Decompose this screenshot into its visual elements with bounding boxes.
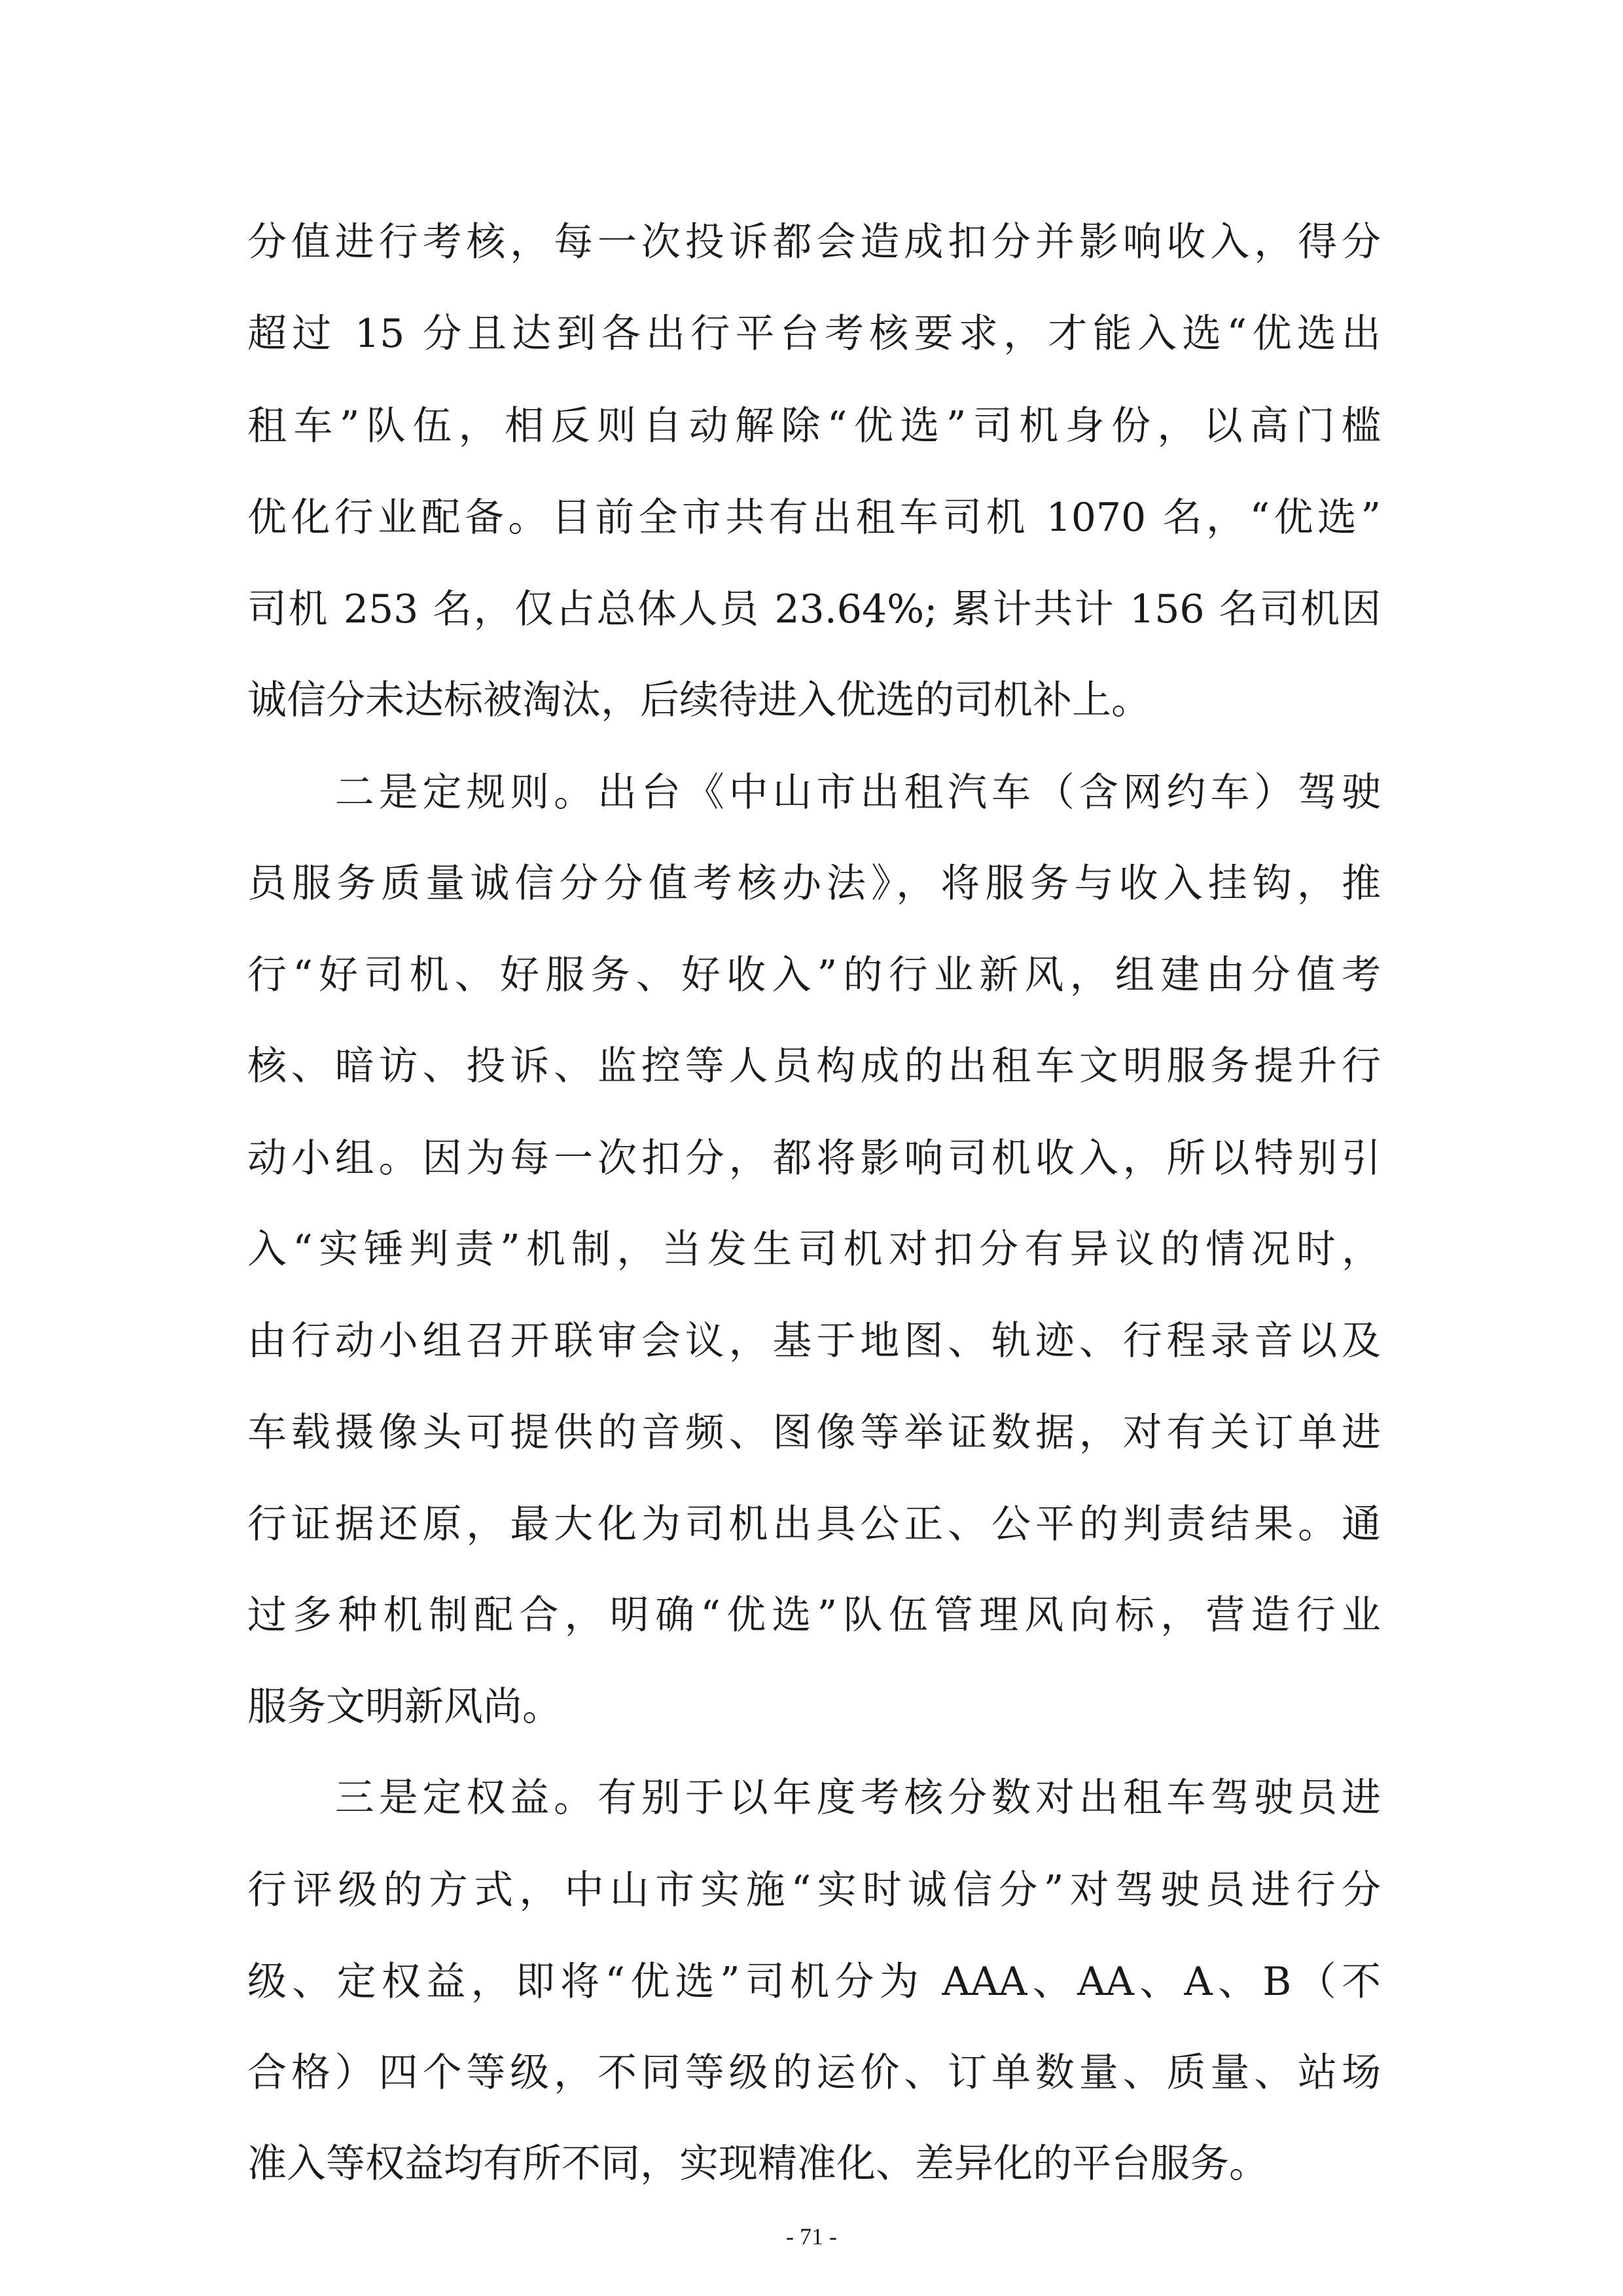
text-line: 服务文明新风尚。 (247, 1684, 562, 1730)
text-line: 动小组。因为每一次扣分，都将影响司机收入，所以特别引 (247, 1136, 1381, 1181)
text-line: 准入等权益均有所不同，实现精准化、差异化的平台服务。 (247, 2141, 1268, 2187)
text-line: 车载摄像头可提供的音频、图像等举证数据，对有关订单进 (247, 1410, 1381, 1456)
text-line: 三是定权益。有别于以年度考核分数对出租车驾驶员进 (247, 1775, 1381, 1821)
text-line: 核、暗访、投诉、监控等人员构成的出租车文明服务提升行 (247, 1043, 1381, 1089)
text-line: 过多种机制配合，明确“优选”队伍管理风向标，营造行业 (247, 1592, 1381, 1638)
text-line: 员服务质量诚信分分值考核办法》，将服务与收入挂钩，推 (247, 861, 1381, 906)
text-line: 级、定权益，即将“优选”司机分为 AAA、AA、A、B（不 (247, 1959, 1381, 2005)
text-line: 司机 253 名，仅占总体人员 23.64%; 累计共计 156 名司机因 (247, 586, 1381, 632)
text-line: 超过 15 分且达到各出行平台考核要求，才能入选“优选出 (247, 311, 1381, 357)
text-line: 诚信分未达标被淘汰，后续待进入优选的司机补上。 (247, 677, 1150, 723)
text-line: 二是定规则。出台《中山市出租汽车（含网约车）驾驶 (247, 770, 1381, 816)
page-number: - 71 - (786, 2223, 837, 2250)
text-line: 优化行业配备。目前全市共有出租车司机 1070 名，“优选” (247, 495, 1381, 541)
text-line: 行评级的方式，中山市实施“实时诚信分”对驾驶员进行分 (247, 1867, 1381, 1913)
text-line: 行“好司机、好服务、好收入”的行业新风，组建由分值考 (247, 952, 1381, 998)
text-line: 合格）四个等级，不同等级的运价、订单数量、质量、站场 (247, 2050, 1381, 2096)
text-line: 分值进行考核，每一次投诉都会造成扣分并影响收入，得分 (247, 219, 1381, 265)
text-line: 租车”队伍，相反则自动解除“优选”司机身份，以高门槛 (247, 403, 1381, 449)
text-line: 入“实锤判责”机制，当发生司机对扣分有异议的情况时， (247, 1227, 1381, 1272)
text-line: 行证据还原，最大化为司机出具公正、公平的判责结果。通 (247, 1501, 1381, 1547)
text-line: 由行动小组召开联审会议，基于地图、轨迹、行程录音以及 (247, 1318, 1381, 1364)
